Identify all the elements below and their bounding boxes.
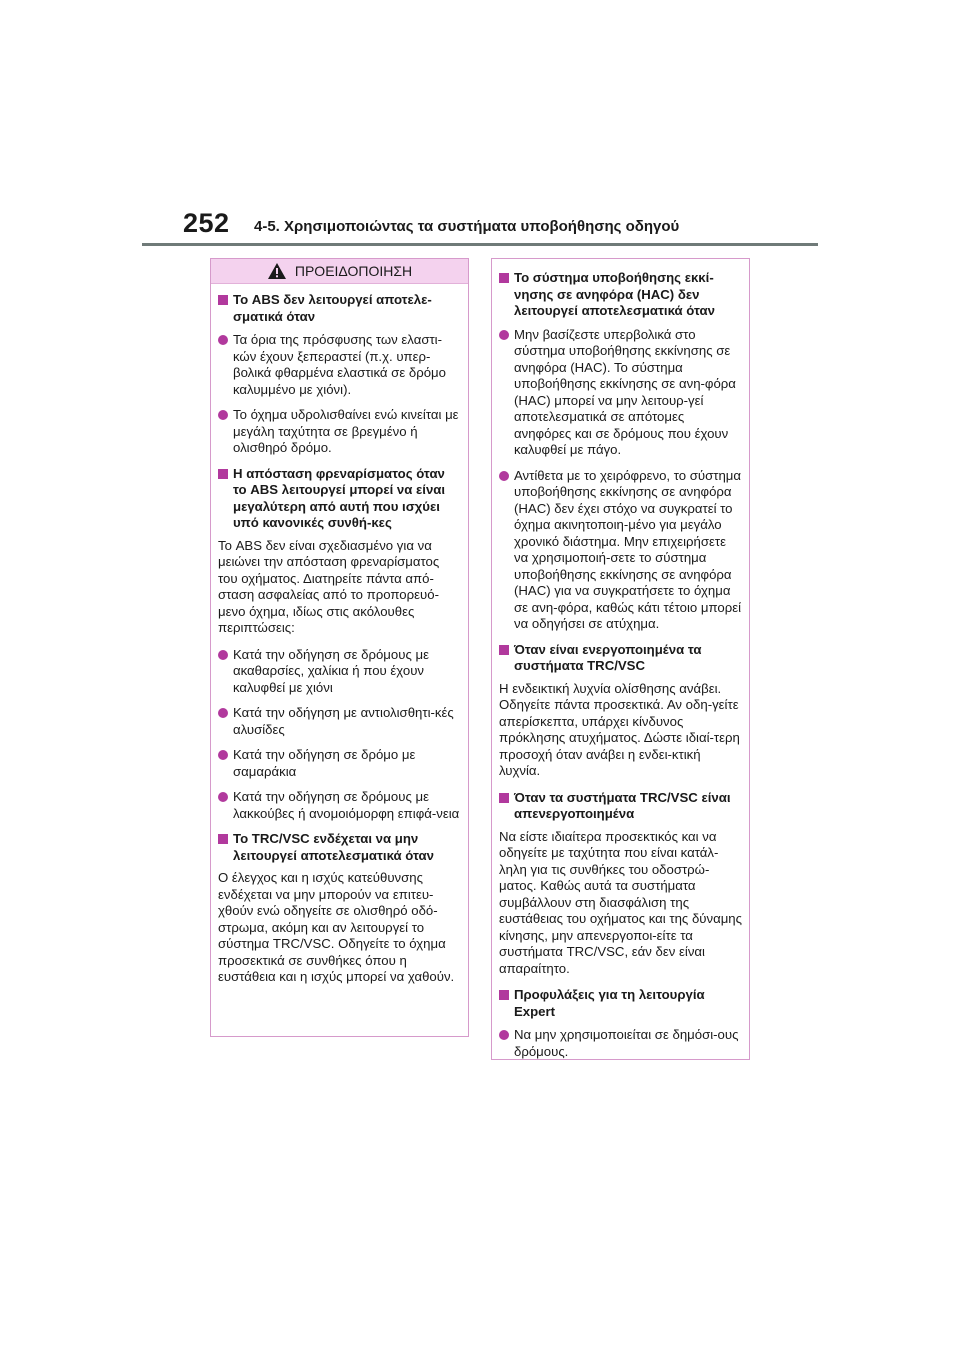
dot-bullet-icon — [499, 1030, 509, 1040]
bullet-item: Κατά την οδήγηση με αντιολισθητι-κές αλυσίδες — [217, 705, 462, 738]
page-header — [0, 0, 960, 250]
paragraph: Να είστε ιδιαίτερα προσεκτικός και να οδηγείτε με ταχύτητα που είναι κατάλ-ληλη για τις συνθήκες του οδοστρώ-ματος. Καθώς αυτά τα συστήματα συμβάλλουν στη διασφάλιση της ευστάθειας του οχήματος και της δύναμης κίνησης, μην απενεργοποι-είτε τα συστήματα TRC/VSC, εάν δεν είναι απαραίτητο. — [499, 828, 743, 976]
dot-bullet-icon — [218, 792, 228, 802]
warning-box-continued — [491, 258, 750, 1060]
square-bullet-icon — [218, 295, 228, 305]
bullet-item: Μην βασίζεστε υπερβολικά στο σύστημα υποβοήθησης εκκίνησης σε ανηφόρα (HAC). Το σύστημα υποβοήθησης εκκίνησης σε ανη-φόρα (HAC) μπορεί να μην λειτουρ-γεί αποτελεσματικά σε απότομες ανηφόρες και σε δρόμους που έχουν καλυφθεί με πάγο. — [498, 327, 743, 459]
warning-triangle-icon — [267, 262, 287, 280]
dot-bullet-icon — [499, 471, 509, 481]
dot-bullet-icon — [218, 750, 228, 760]
square-bullet-icon — [218, 834, 228, 844]
bullet-item: Να μην χρησιμοποιείται σε δημόσι-ους δρόμους. — [498, 1027, 743, 1060]
header-rule — [142, 243, 818, 246]
square-bullet-icon — [499, 645, 509, 655]
warning-content — [211, 284, 468, 986]
square-bullet-icon — [499, 273, 509, 283]
dot-bullet-icon — [218, 410, 228, 420]
section-title: 4-5. Χρησιμοποιώντας τα συστήματα υποβοήθησης οδηγού — [254, 218, 680, 235]
subheading: Το TRC/VSC ενδέχεται να μην λειτουργεί αποτελεσματικά όταν — [217, 831, 462, 864]
paragraph: Το ABS δεν είναι σχεδιασμένο για να μειώνει την απόσταση φρεναρίσματος του οχήματος. Διατηρείτε πάντα από-σταση ασφαλείας από το προπορευό-μενο όχημα, ιδίως στις ακόλουθες περιπτώσεις: — [218, 537, 440, 635]
dot-bullet-icon — [218, 650, 228, 660]
square-bullet-icon — [499, 990, 509, 1000]
dot-bullet-icon — [218, 708, 228, 718]
dot-bullet-icon — [499, 330, 509, 340]
page-number: 252 — [183, 208, 230, 238]
paragraph: Η ενδεικτική λυχνία ολίσθησης ανάβει. Οδηγείτε πάντα προσεκτικά. Αν οδη-γείτε απερίσκεπτα, υπάρχει κίνδυνος πρόκλησης ατυχήματος. Δώστε ιδιαί-τερη προσοχή όταν ανάβει η ενδει-κτική λυχνία. — [499, 680, 740, 778]
subheading: Το ABS δεν λειτουργεί αποτελε-σματικά όταν — [217, 292, 462, 325]
warning-banner — [211, 259, 468, 284]
subheading: Προφυλάξεις για τη λειτουργία Expert — [498, 987, 743, 1020]
dot-bullet-icon — [218, 335, 228, 345]
bullet-item: Τα όρια της πρόσφυσης των ελαστι-κών έχουν ξεπεραστεί (π.χ. υπερ-βολικά φθαρμένα ελαστικά σε δρόμο καλυμμένο με χιόνι). — [217, 332, 462, 398]
square-bullet-icon — [499, 793, 509, 803]
bullet-item: Κατά την οδήγηση σε δρόμους με λακκούβες ή ανομοιόμορφη επιφά-νεια — [217, 789, 462, 822]
warning-content-continued — [492, 259, 749, 1060]
paragraph: Ο έλεγχος και η ισχύς κατεύθυνσης ενδέχεται να μην μπορούν να επιτευ-χθούν ενώ οδηγείτε σε ολισθηρό οδό-στρωμα, ακόμη και αν λειτουργεί το σύστημα TRC/VSC. Οδηγείτε το όχημα προσεκτικά σε συνθήκες όπου η ευστάθεια και η ισχύς μπορεί να χαθούν. — [218, 870, 455, 984]
bullet-item: Κατά την οδήγηση σε δρόμους με ακαθαρσίες, χαλίκια ή που έχουν καλυφθεί με χιόνι — [217, 647, 462, 697]
warning-banner-label: ΠΡΟΕΙΔΟΠΟΙΗΣΗ — [294, 263, 413, 279]
bullet-item: Αντίθετα με το χειρόφρενο, το σύστημα υποβοήθησης εκκίνησης σε ανηφόρα (HAC) δεν έχει στόχο να συγκρατεί το όχημα ακινητοποιη-μένο για μεγάλο χρονικό διάστημα. Μην επιχειρήσετε να χρησιμοποιή-σετε το σύστημα υποβοήθησης εκκίνησης σε ανηφόρα (HAC) για να συγκρατήσετε το όχημα σε ανη-φόρα, καθώς κάτι τέτοιο μπορεί να οδηγήσει σε ατύχημα. — [498, 468, 743, 633]
square-bullet-icon — [218, 469, 228, 479]
subheading: Η απόσταση φρεναρίσματος όταν το ABS λειτουργεί μπορεί να είναι μεγαλύτερη από αυτή που ισχύει υπό κανονικές συνθή-κες — [217, 466, 462, 532]
subheading: Όταν τα συστήματα TRC/VSC είναι απενεργοποιημένα — [498, 790, 743, 823]
bullet-item: Το όχημα υδρολισθαίνει ενώ κινείται με μεγάλη ταχύτητα σε βρεγμένο ή ολισθηρό δρόμο. — [217, 407, 462, 457]
subheading: Το σύστημα υποβοήθησης εκκί-νησης σε ανηφόρα (HAC) δεν λειτουργεί αποτελεσματικά όταν — [498, 270, 743, 320]
warning-box — [210, 258, 469, 1037]
bullet-item: Κατά την οδήγηση σε δρόμο με σαμαράκια — [217, 747, 462, 780]
subheading: Όταν είναι ενεργοποιημένα τα συστήματα TRC/VSC — [498, 642, 743, 675]
